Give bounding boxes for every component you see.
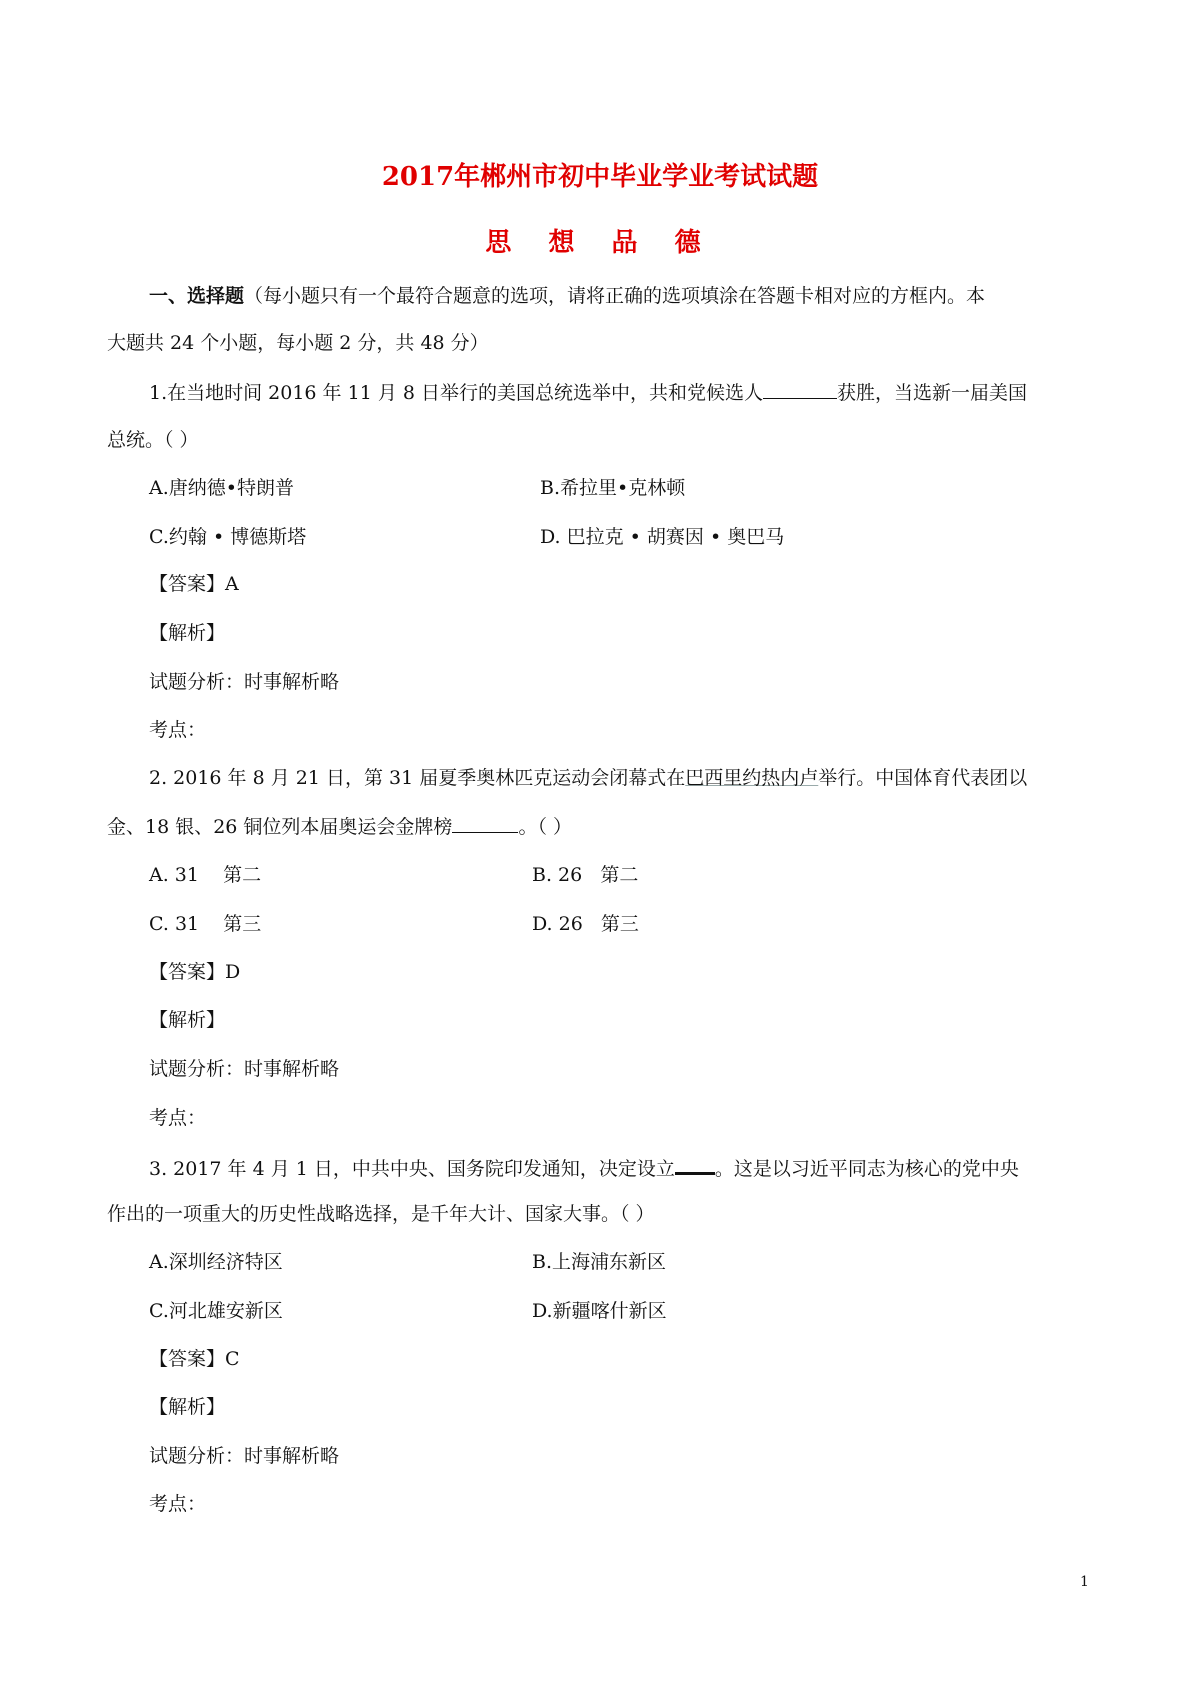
question-1-stem-before: 1.在当地时间 2016 年 11 月 8 日举行的美国总统选举中，共和党候选人 [149,382,763,404]
question-2-option-c: C. 31 第三 [149,913,262,935]
question-2-analysis: 试题分析：时事解析略 [149,1058,340,1080]
question-2-option-a: A. 31 第二 [149,864,262,886]
page-title: 2017年郴州市初中毕业学业考试试题 [381,162,819,192]
question-1-kaodian: 考点： [149,719,207,741]
question-3-kaodian: 考点： [149,1493,207,1515]
question-2-stem2-before: 金、18 银、26 铜位列本届奥运会金牌榜 [107,816,453,838]
question-3-option-c: C.河北雄安新区 [149,1300,283,1322]
question-3-option-b: B.上海浦东新区 [532,1251,667,1273]
question-2-stem-line2 [107,814,572,839]
question-1-option-a: A.唐纳德•特朗普 [149,477,294,499]
question-3-stem-after: 。这是以习近平同志为核心的党中央 [714,1158,1019,1180]
question-3-option-d: D.新疆喀什新区 [532,1300,667,1322]
question-2-analysis-label: 【解析】 [149,1009,226,1031]
question-1-blank [763,380,837,399]
question-3-answer: 【答案】C [149,1348,240,1370]
question-2-blank [452,814,518,833]
question-3-stem-before: 3. 2017 年 4 月 1 日，中共中央、国务院印发通知，决定设立 [149,1158,675,1180]
question-1-option-c: C.约翰 • 博德斯塔 [149,526,307,548]
question-1-option-d: D. 巴拉克 • 胡赛因 • 奥巴马 [540,526,785,548]
page-number: 1 [1080,1574,1089,1590]
question-3-stem-line2: 作出的一项重大的历史性战略选择，是千年大计、国家大事。（ ） [107,1203,655,1225]
section-heading: 一、选择题 [149,285,245,307]
question-1-stem-line1 [149,380,1027,405]
question-2-stem-underlined: 巴西里约热内卢 [685,767,819,789]
question-2-stem-after: 举行。中国体育代表团以 [818,767,1028,789]
question-2-stem2-after: 。（ ） [518,816,572,838]
question-2-answer: 【答案】D [149,961,241,983]
question-3-analysis-label: 【解析】 [149,1396,226,1418]
question-3-blank [675,1154,715,1175]
question-1-stem-after: 获胜，当选新一届美国 [837,382,1028,404]
question-3-stem-line1 [149,1154,1019,1181]
question-1-answer: 【答案】A [149,573,239,595]
question-3-analysis: 试题分析：时事解析略 [149,1445,340,1467]
question-2-stem-before: 2. 2016 年 8 月 21 日，第 31 届夏季奥林匹克运动会闭幕式在 [149,767,686,789]
section-instructions-line1 [149,284,985,308]
question-1-analysis: 试题分析：时事解析略 [149,671,340,693]
question-2-option-b: B. 26 第二 [532,864,639,886]
question-3-option-a: A.深圳经济特区 [149,1251,283,1273]
question-2-kaodian: 考点： [149,1107,207,1129]
question-1-stem-line2: 总统。（ ） [107,429,199,451]
section-instructions-line2: 大题共 24 个小题，每小题 2 分，共 48 分） [107,332,489,354]
question-2-option-d: D. 26 第三 [532,913,639,935]
section-instructions: （每小题只有一个最符合题意的选项，请将正确的选项填涂在答题卡相对应的方框内。本 [244,285,986,307]
question-1-analysis-label: 【解析】 [149,622,226,644]
question-1-option-b: B.希拉里•克林顿 [540,477,686,499]
question-2-stem-line1 [149,766,1027,790]
page-subtitle: 思 想 品 德 [485,228,715,258]
